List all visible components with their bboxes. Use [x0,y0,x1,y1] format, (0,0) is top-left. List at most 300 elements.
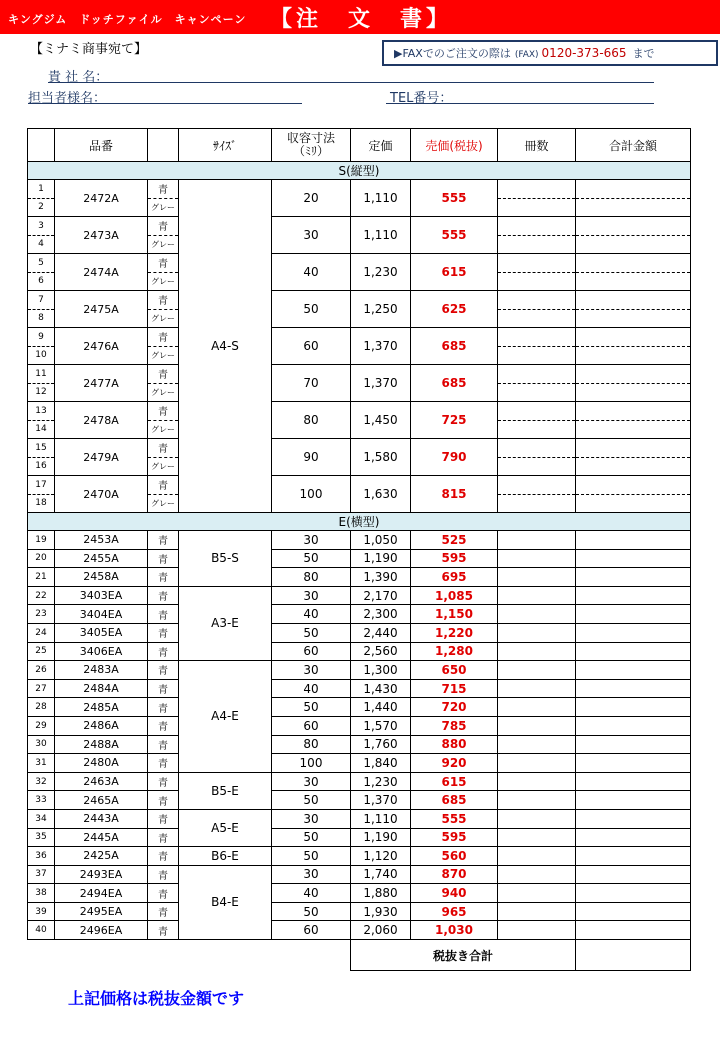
total-amount[interactable] [576,586,691,605]
size-cell: B5-S [179,531,272,587]
subtotal-amount[interactable] [576,940,691,971]
capacity: 70 [272,365,351,402]
row-number-top: 13 [28,402,54,421]
quantity-input[interactable] [498,549,576,568]
list-price: 2,300 [351,605,411,624]
quantity-input[interactable] [498,865,576,884]
sale-price: 685 [411,328,498,365]
quantity-input[interactable] [498,605,576,624]
table-row [28,679,691,698]
list-price: 1,580 [351,439,411,476]
color [148,402,178,438]
row-number [28,180,54,216]
quantity-input[interactable] [498,217,576,254]
color-options [148,439,179,476]
list-price: 1,370 [351,791,411,810]
row-number [28,439,54,475]
product-code: 2458A [55,568,148,587]
list-price: 1,110 [351,180,411,217]
color: 青 [148,791,179,810]
size-cell: A4-S [179,180,272,513]
total-amount[interactable] [576,180,691,217]
color: 青 [148,605,179,624]
color [148,254,178,290]
company-name-field[interactable] [48,82,654,83]
total-lines[interactable] [576,328,690,364]
row-number: 37 [28,865,55,884]
sale-price: 940 [411,884,498,903]
color: 青 [148,809,179,828]
row-number-pair [28,254,55,291]
section-label-e: E(横型) [28,513,691,531]
list-price: 1,370 [351,365,411,402]
table-row [28,865,691,884]
total-amount[interactable] [576,735,691,754]
sale-price: 595 [411,549,498,568]
quantity-input[interactable] [498,623,576,642]
product-code: 2478A [55,402,148,439]
list-price: 1,740 [351,865,411,884]
table-row [28,254,691,291]
row-number: 26 [28,661,55,680]
product-code: 2472A [55,180,148,217]
tel-label: TEL番号： [390,91,453,106]
total-amount[interactable] [576,716,691,735]
capacity: 30 [272,865,351,884]
total-amount[interactable] [576,439,691,476]
capacity: 40 [272,605,351,624]
table-header-row [28,129,691,162]
quantity-input[interactable] [498,716,576,735]
quantity-input[interactable] [498,586,576,605]
total-lines[interactable] [576,180,690,216]
product-code: 2455A [55,549,148,568]
sale-price: 615 [411,254,498,291]
capacity: 60 [272,328,351,365]
table-row [28,716,691,735]
quantity-input[interactable] [498,180,576,217]
quantity-input[interactable] [498,772,576,791]
sale-price: 715 [411,679,498,698]
tel-field[interactable] [386,103,654,104]
table-row [28,735,691,754]
row-number-pair [28,217,55,254]
quantity-lines[interactable] [498,254,575,290]
quantity-lines[interactable] [498,365,575,401]
quantity-input[interactable] [498,328,576,365]
capacity: 50 [272,791,351,810]
row-number: 30 [28,735,55,754]
summary-row [28,940,691,971]
total-amount[interactable] [576,772,691,791]
company-name-label: 貴 社 名： [48,70,109,85]
total-amount[interactable] [576,642,691,661]
header-size: ｻｲｽﾞ [179,129,272,162]
list-price: 1,450 [351,402,411,439]
capacity: 30 [272,809,351,828]
total-amount[interactable] [576,549,691,568]
color-bottom: グレー [151,461,175,471]
document-title: 【注 文 書】 [270,7,453,32]
capacity: 50 [272,549,351,568]
list-price: 1,230 [351,254,411,291]
total-amount[interactable] [576,884,691,903]
quantity-input[interactable] [498,568,576,587]
sale-price: 695 [411,568,498,587]
color: 青 [148,549,179,568]
table-row [28,365,691,402]
row-number: 34 [28,809,55,828]
sale-price: 965 [411,902,498,921]
row-number: 38 [28,884,55,903]
total-amount[interactable] [576,902,691,921]
total-lines[interactable] [576,365,690,401]
row-number-bottom: 8 [38,313,44,324]
row-number: 36 [28,847,55,866]
product-code: 3403EA [55,586,148,605]
list-price: 1,190 [351,828,411,847]
sale-price: 615 [411,772,498,791]
table-row [28,549,691,568]
quantity-input[interactable] [498,642,576,661]
color: 青 [148,679,179,698]
row-number [28,476,54,512]
total-amount[interactable] [576,365,691,402]
product-code: 2425A [55,847,148,866]
quantity-input[interactable] [498,698,576,717]
quantity-input[interactable] [498,402,576,439]
color-options [148,476,179,513]
capacity: 20 [272,180,351,217]
list-price: 2,560 [351,642,411,661]
row-number: 32 [28,772,55,791]
color: 青 [148,921,179,940]
color [148,291,178,327]
total-amount[interactable] [576,623,691,642]
row-number: 28 [28,698,55,717]
list-price: 2,440 [351,623,411,642]
sale-price: 920 [411,754,498,773]
total-amount[interactable] [576,809,691,828]
quantity-input[interactable] [498,439,576,476]
sale-price: 555 [411,217,498,254]
list-price: 1,050 [351,531,411,550]
color [148,328,178,364]
row-number-pair [28,439,55,476]
capacity: 100 [272,754,351,773]
total-lines[interactable] [576,254,690,290]
product-code: 2484A [55,679,148,698]
table-row [28,217,691,254]
quantity-input[interactable] [498,254,576,291]
table-row [28,884,691,903]
color-bottom: グレー [151,424,175,434]
color: 青 [148,586,179,605]
color-options [148,402,179,439]
table-row [28,642,691,661]
quantity-input[interactable] [498,661,576,680]
total-amount[interactable] [576,754,691,773]
product-code: 2483A [55,661,148,680]
capacity: 30 [272,217,351,254]
sale-price: 785 [411,716,498,735]
quantity-lines[interactable] [498,180,575,216]
color-bottom: グレー [151,276,175,286]
product-code: 2485A [55,698,148,717]
total-amount[interactable] [576,402,691,439]
color-options [148,365,179,402]
total-amount[interactable] [576,254,691,291]
product-code: 2474A [55,254,148,291]
quantity-lines[interactable] [498,402,575,438]
fax-prefix: ▶FAXでのご注文の際は [394,47,511,60]
list-price: 1,120 [351,847,411,866]
product-code: 2488A [55,735,148,754]
sale-price: 685 [411,791,498,810]
list-price: 1,190 [351,549,411,568]
quantity-input[interactable] [498,531,576,550]
quantity-input[interactable] [498,884,576,903]
sale-price: 880 [411,735,498,754]
sale-price: 1,085 [411,586,498,605]
quantity-lines[interactable] [498,328,575,364]
quantity-input[interactable] [498,809,576,828]
row-number: 22 [28,586,55,605]
row-number [28,328,54,364]
color-options [148,291,179,328]
row-number-bottom: 12 [35,387,47,398]
row-number: 33 [28,791,55,810]
size-cell: B6-E [179,847,272,866]
row-number-pair [28,476,55,513]
color-top: 青 [148,402,178,421]
quantity-lines[interactable] [498,439,575,475]
total-lines[interactable] [576,439,690,475]
header-capacity: 収容寸法 （ﾐﾘ） [272,129,351,162]
row-number: 23 [28,605,55,624]
sale-price: 870 [411,865,498,884]
header-no [28,129,55,162]
row-number-bottom: 14 [35,424,47,435]
product-code: 2486A [55,716,148,735]
total-amount[interactable] [576,698,691,717]
total-amount[interactable] [576,217,691,254]
header-quantity: 冊数 [498,129,576,162]
fax-suffix: まで [632,47,655,60]
color [148,439,178,475]
color [148,217,178,253]
product-code: 2443A [55,809,148,828]
list-price: 2,170 [351,586,411,605]
color: 青 [148,661,179,680]
product-code: 2475A [55,291,148,328]
list-price: 1,930 [351,902,411,921]
summary-spacer [28,940,351,971]
table-row [28,828,691,847]
quantity-input[interactable] [498,754,576,773]
capacity: 50 [272,847,351,866]
capacity: 40 [272,254,351,291]
capacity: 30 [272,586,351,605]
table-row [28,402,691,439]
fax-notice [382,40,718,66]
sale-price: 1,150 [411,605,498,624]
table-row [28,568,691,587]
sale-price: 685 [411,365,498,402]
table-row [28,754,691,773]
list-price: 1,300 [351,661,411,680]
table-row [28,698,691,717]
sale-price: 1,030 [411,921,498,940]
size-cell: A5-E [179,809,272,846]
quantity-input[interactable] [498,828,576,847]
total-amount[interactable] [576,476,691,513]
quantity-lines[interactable] [498,291,575,327]
table-row [28,586,691,605]
capacity: 60 [272,716,351,735]
quantity-input[interactable] [498,291,576,328]
header-sale-price: 売価(税抜) [411,129,498,162]
product-code: 2470A [55,476,148,513]
section-row-e [28,513,691,531]
table-row [28,476,691,513]
row-number [28,402,54,438]
color [148,365,178,401]
color: 青 [148,698,179,717]
quantity-input[interactable] [498,679,576,698]
quantity-input[interactable] [498,921,576,940]
size-cell: B5-E [179,772,272,809]
row-number: 31 [28,754,55,773]
total-amount[interactable] [576,847,691,866]
total-amount[interactable] [576,865,691,884]
row-number-pair [28,328,55,365]
color-top: 青 [148,365,178,384]
product-code: 2494EA [55,884,148,903]
row-number-top: 17 [28,476,54,495]
total-amount[interactable] [576,679,691,698]
product-code: 2453A [55,531,148,550]
header-color [148,129,179,162]
list-price: 1,840 [351,754,411,773]
row-number-bottom: 2 [38,202,44,213]
color-bottom: グレー [151,350,175,360]
capacity: 50 [272,698,351,717]
header-hinban: 品番 [55,129,148,162]
product-code: 3405EA [55,623,148,642]
row-number: 39 [28,902,55,921]
size-cell: B4-E [179,865,272,939]
product-code: 2495EA [55,902,148,921]
row-number-bottom: 10 [35,350,47,361]
row-number: 40 [28,921,55,940]
total-amount[interactable] [576,568,691,587]
capacity: 30 [272,772,351,791]
color: 青 [148,772,179,791]
order-table [27,128,691,971]
row-number-top: 1 [28,180,54,199]
quantity-input[interactable] [498,791,576,810]
product-code: 2465A [55,791,148,810]
color: 青 [148,865,179,884]
total-amount[interactable] [576,291,691,328]
quantity-input[interactable] [498,365,576,402]
quantity-input[interactable] [498,735,576,754]
color-top: 青 [148,476,178,495]
sale-price: 815 [411,476,498,513]
row-number: 19 [28,531,55,550]
total-lines[interactable] [576,291,690,327]
row-number: 29 [28,716,55,735]
total-amount[interactable] [576,605,691,624]
campaign-title: キングジム ドッチファイル キャンペーン [8,13,247,26]
person-name-field[interactable] [28,103,302,104]
color: 青 [148,902,179,921]
quantity-input[interactable] [498,476,576,513]
row-number-pair [28,180,55,217]
capacity: 50 [272,902,351,921]
sale-price: 560 [411,847,498,866]
quantity-input[interactable] [498,847,576,866]
row-number-top: 5 [28,254,54,273]
row-number [28,365,54,401]
total-amount[interactable] [576,921,691,940]
list-price: 1,880 [351,884,411,903]
quantity-lines[interactable] [498,476,575,512]
product-code: 2493EA [55,865,148,884]
sale-price: 725 [411,402,498,439]
capacity: 60 [272,642,351,661]
color-top: 青 [148,328,178,347]
table-row [28,791,691,810]
quantity-input[interactable] [498,902,576,921]
row-number-bottom: 16 [35,461,47,472]
product-code: 2473A [55,217,148,254]
total-lines[interactable] [576,217,690,253]
list-price: 1,110 [351,217,411,254]
color-top: 青 [148,217,178,236]
color: 青 [148,828,179,847]
sale-price: 650 [411,661,498,680]
row-number: 25 [28,642,55,661]
total-amount[interactable] [576,531,691,550]
color: 青 [148,754,179,773]
product-code: 2476A [55,328,148,365]
color: 青 [148,716,179,735]
color: 青 [148,568,179,587]
capacity: 40 [272,679,351,698]
product-code: 2480A [55,754,148,773]
total-amount[interactable] [576,328,691,365]
total-lines[interactable] [576,402,690,438]
total-amount[interactable] [576,828,691,847]
total-amount[interactable] [576,661,691,680]
row-number-bottom: 4 [38,239,44,250]
total-lines[interactable] [576,476,690,512]
total-amount[interactable] [576,791,691,810]
table-row [28,623,691,642]
list-price: 2,060 [351,921,411,940]
quantity-lines[interactable] [498,217,575,253]
color-top: 青 [148,254,178,273]
row-number-bottom: 6 [38,276,44,287]
tax-note: 上記価格は税抜金額です [68,989,245,1008]
color-options [148,254,179,291]
color-bottom: グレー [151,202,175,212]
list-price: 1,440 [351,698,411,717]
color [148,180,178,216]
header-list-price: 定価 [351,129,411,162]
